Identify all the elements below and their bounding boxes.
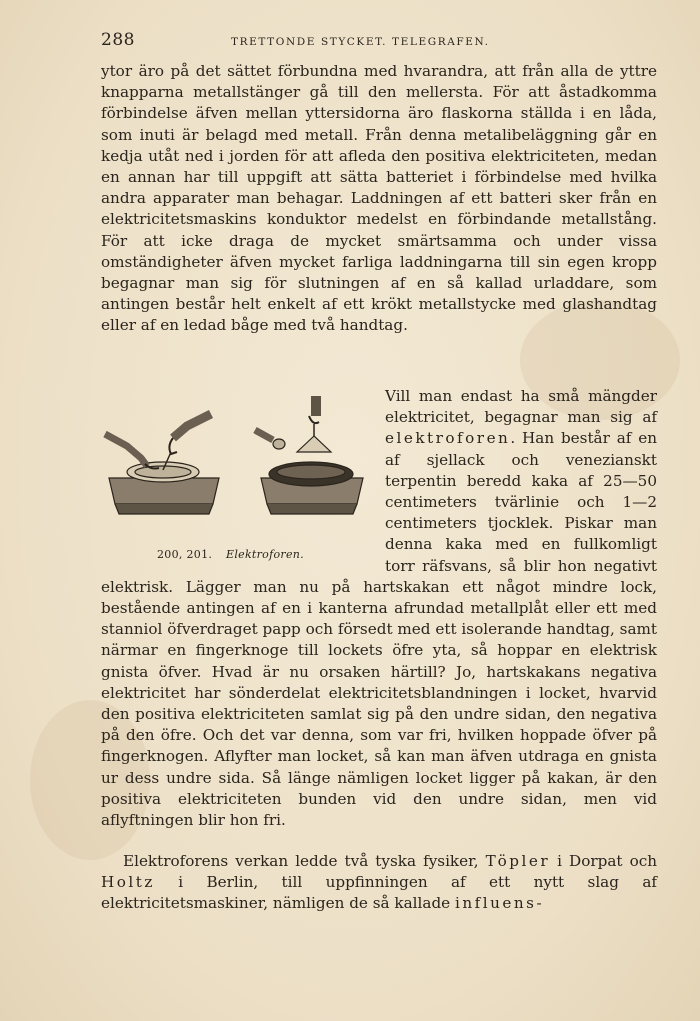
paragraph-3-text-2: i Dorpat och <box>550 852 657 870</box>
name-topler: Töpler <box>485 852 551 870</box>
electrophorus-left-illustration <box>105 414 219 514</box>
figure-elektroforen <box>101 386 375 576</box>
page-header <box>101 30 657 52</box>
name-holtz: Holtz <box>101 873 155 892</box>
paragraph-1: ytor äro på det sättet förbundna med hvarandra, att från alla de yttre knapparna metallstänger gå till den mellersta. För att åstadkomma förbindelse äfven mellan yttersidorna äro flaskorna ställda i en låda, som inuti är belagd med metall. Från denna metalibeläggning går en kedja utåt ned i jorden för att afleda den positiva elektriciteten, medan en annan har till uppgift att sätta batteriet i förbindelse med hvilka andra apparater man behagar. Laddningen af ett batteri sker från en elektricitetsmaskins konduktor medelst en förbindande metallstång. För att icke draga de mycket smärtsamma och under vissa omständigheter äfven mycket farliga laddningarna till sin egen kropp begagnar man sig för slutningen af en så kallad urladdare, som antingen består helt enkelt af ett krökt metallstycke med glashandtag eller af en ledad båge med två handtag. <box>101 62 657 335</box>
electrophorus-right-illustration <box>255 396 363 514</box>
figure-caption <box>157 544 304 565</box>
page-number: 288 <box>101 30 135 50</box>
figure-title: Elektroforen. <box>225 548 304 561</box>
paragraph-2-text-start: Vill man endast ha små mängder elektricitet, begagnar man sig af <box>385 387 657 427</box>
paragraph-2-text-rest: . Han består af en af sjellack och venezianskt terpentin beredd kaka af 25—50 centimeters tvärlinie och 1—2 centimeters tjocklek. Piskar man denna kaka med en fullkomligt torr räfsvans, så blir hon negativt elektrisk. Lägger man nu på hartskakan ett något mindre lock, bestående antingen af en i kanterna afrundad metallplåt eller ett med stanniol öfverdraget papp och försedt med ett isolerande handtag, samt närmar en fingerknoge till lockets öfre yta, så hoppar en elektrisk gnista öfver. Hvad är nu orsaken härtill? Jo, hartskakans negativa elektricitet har sönderdelat elektricitetsblandningen i locket, hvarvid den positiva elektriciteten samlat sig på den undre sidan, den negativa på den öfre. Och det var denna, som var fri, hvilken hoppade öfver på fingerknogen. Aflyfter man locket, så kan man äfven utdraga en gnista ur dess undre sida. Så länge nämligen locket ligger på kakan, är den positiva elektriciteten bunden vid den undre sidan, men vid aflyftningen blir hon fri. <box>101 429 657 830</box>
paragraph-2 <box>101 386 657 831</box>
running-head: TRETTONDE STYCKET. TELEGRAFEN. <box>231 36 490 48</box>
paragraph-3-text-1: Elektroforens verkan ledde två tyska fysiker, <box>123 852 486 870</box>
figure-number: 200, 201. <box>157 548 213 561</box>
paragraph-3 <box>101 851 657 915</box>
term-elektroforen: elektroforen <box>385 429 511 448</box>
paragraph-3-text-3: i Berlin, till uppfinningen af ett nytt slag af elektricitetsmaskiner, nämligen de så kallade <box>101 873 657 913</box>
elektroforen-illustration <box>101 386 375 546</box>
term-influens: influens- <box>454 894 545 913</box>
